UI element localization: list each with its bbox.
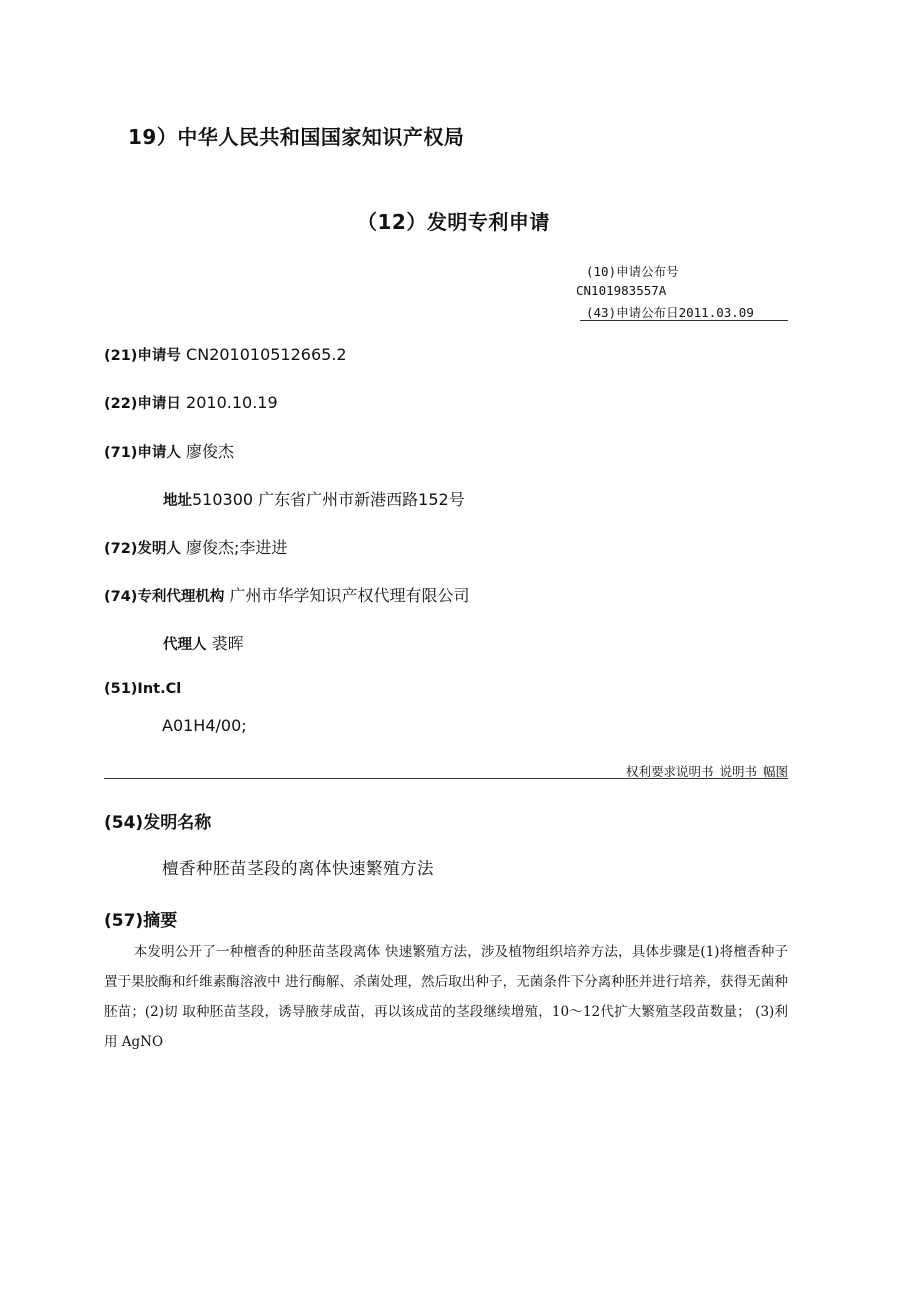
- field-value: 廖俊杰;李进进: [186, 538, 288, 557]
- field-value: 510300 广东省广州市新港西路152号: [192, 490, 465, 509]
- patent-agency-field: [104, 583, 470, 606]
- applicant-field: [104, 439, 234, 462]
- field-value: CN201010512665.2: [186, 345, 347, 364]
- abstract-text: 本发明公开了一种檀香的种胚苗茎段离体 快速繁殖方法，涉及植物组织培养方法，具体步骤是(1)将檀香种子置于果胶酶和纤维素酶溶液中 进行酶解、杀菌处理，然后取出种子，无菌条件下分离种胚并进行培养，获得无菌种胚苗；(2)切 取种胚苗茎段，诱导腋芽成苗，再以该成苗的茎段继续增殖，10～12代扩大繁殖茎段苗数量； (3)利用 AgNO: [104, 944, 788, 1050]
- field-label: 地址: [163, 493, 192, 509]
- publication-number: CN101983557A: [576, 283, 667, 298]
- claims-link[interactable]: 权利要求说明书: [625, 764, 714, 779]
- invention-title: 檀香种胚苗茎段的离体快速繁殖方法: [162, 859, 434, 878]
- field-label: 代理人: [163, 637, 207, 653]
- issuing-authority: 19）中华人民共和国国家知识产权局: [128, 125, 465, 149]
- header-divider: [580, 320, 788, 321]
- field-label: (72)发明人: [104, 541, 181, 557]
- agent-field: [163, 631, 244, 654]
- field-value: 廖俊杰: [186, 442, 235, 461]
- publication-date: (43)申请公布日2011.03.09: [586, 305, 754, 320]
- abstract-heading: (57)摘要: [104, 911, 178, 931]
- publication-number-label: (10)申请公布号: [586, 264, 679, 279]
- field-label: (74)专利代理机构: [104, 589, 225, 605]
- field-value: 2010.10.19: [186, 393, 278, 412]
- field-label: (22)申请日: [104, 396, 181, 412]
- drawings-link[interactable]: 幅图: [762, 764, 788, 779]
- application-date-field: [104, 392, 278, 413]
- field-value: 广州市华学知识产权代理有限公司: [229, 586, 470, 605]
- inventors-field: [104, 535, 287, 558]
- description-link[interactable]: 说明书: [719, 764, 757, 779]
- section-divider: [104, 778, 788, 779]
- int-cl-value: A01H4/00;: [162, 716, 247, 735]
- field-label: (21)申请号: [104, 348, 181, 364]
- field-label: (71)申请人: [104, 445, 181, 461]
- int-cl-label: (51)Int.Cl: [104, 681, 182, 697]
- document-type: （12）发明专利申请: [357, 210, 550, 234]
- field-value: 裘晖: [211, 634, 244, 653]
- address-field: [163, 487, 465, 510]
- invention-title-heading: (54)发明名称: [104, 813, 212, 833]
- application-number-field: [104, 344, 347, 365]
